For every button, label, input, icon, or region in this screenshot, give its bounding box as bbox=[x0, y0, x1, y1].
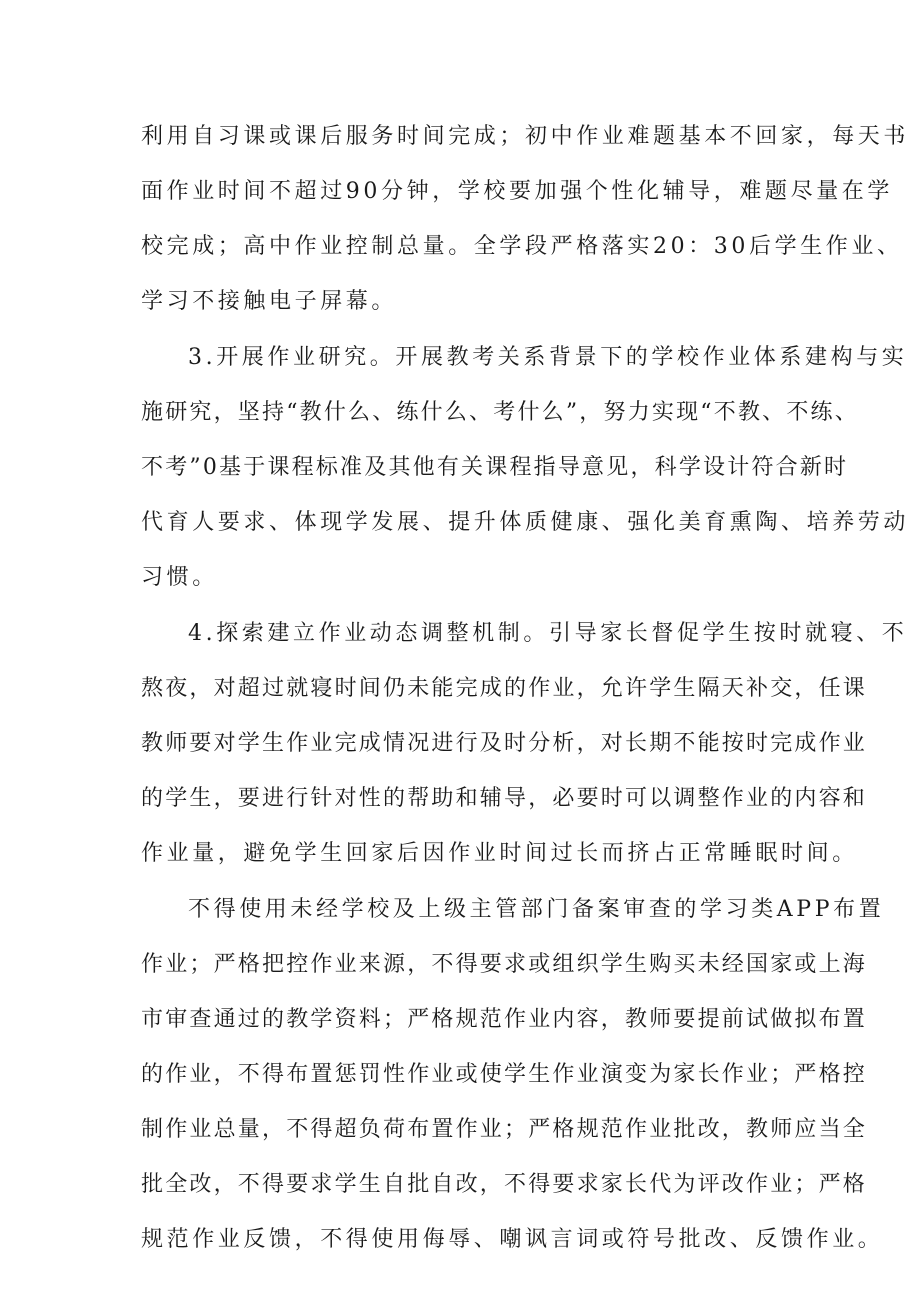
paragraph-2-line-4: 代育人要求、体现学发展、提升体质健康、强化美育熏陶、培养劳动 bbox=[141, 510, 910, 535]
paragraph-4-line-7: 规范作业反馈，不得使用侮辱、嘲讽言词或符号批改、反馈作业。 bbox=[141, 1227, 884, 1252]
paragraph-2-line-3: 不考”0基于课程标准及其他有关课程指导意见，科学设计符合新时 bbox=[141, 455, 849, 480]
paragraph-1-line-3: 校完成；高中作业控制总量。全学段严格落实20：30后学生作业、 bbox=[141, 234, 903, 259]
paragraph-3-line-3: 教师要对学生作业完成情况进行及时分析，对长期不能按时完成作业 bbox=[141, 731, 868, 756]
paragraph-3-line-4: 的学生，要进行针对性的帮助和辅导，必要时可以调整作业的内容和 bbox=[141, 786, 868, 811]
paragraph-3-line-2: 熬夜，对超过就寝时间仍未能完成的作业，允许学生隔天补交，任课 bbox=[141, 676, 868, 701]
paragraph-4-line-3: 市审查通过的教学资料；严格规范作业内容，教师要提前试做拟布置 bbox=[141, 1007, 868, 1032]
paragraph-1-line-1: 利用自习课或课后服务时间完成；初中作业难题基本不回家，每天书 bbox=[141, 124, 910, 149]
paragraph-4-line-6: 批全改，不得要求学生自批自改，不得要求家长代为评改作业；严格 bbox=[141, 1172, 868, 1197]
paragraph-4-line-4: 的作业，不得布置惩罚性作业或使学生作业演变为家长作业；严格控 bbox=[141, 1062, 868, 1087]
paragraph-1-line-2: 面作业时间不超过90分钟，学校要加强个性化辅导，难题尽量在学 bbox=[141, 179, 893, 204]
paragraph-4-line-2: 作业；严格把控作业来源，不得要求或组织学生购买未经国家或上海 bbox=[141, 952, 868, 977]
paragraph-4-line-5: 制作业总量，不得超负荷布置作业；严格规范作业批改，教师应当全 bbox=[141, 1117, 868, 1142]
paragraph-4-line-1: 不得使用未经学校及上级主管部门备案审查的学习类APP布置 bbox=[188, 897, 885, 922]
paragraph-2-line-1: 3.开展作业研究。开展教考关系背景下的学校作业体系建构与实 bbox=[188, 345, 908, 370]
paragraph-2-line-5: 习惯。 bbox=[141, 565, 218, 590]
paragraph-3-line-1: 4.探索建立作业动态调整机制。引导家长督促学生按时就寝、不 bbox=[188, 621, 908, 646]
paragraph-1-line-4: 学习不接触电子屏幕。 bbox=[141, 289, 398, 314]
paragraph-3-line-5: 作业量，避免学生回家后因作业时间过长而挤占正常睡眠时间。 bbox=[141, 841, 858, 866]
paragraph-2-line-2: 施研究，坚持“教什么、练什么、考什么”，努力实现“不教、不练、 bbox=[141, 400, 859, 425]
